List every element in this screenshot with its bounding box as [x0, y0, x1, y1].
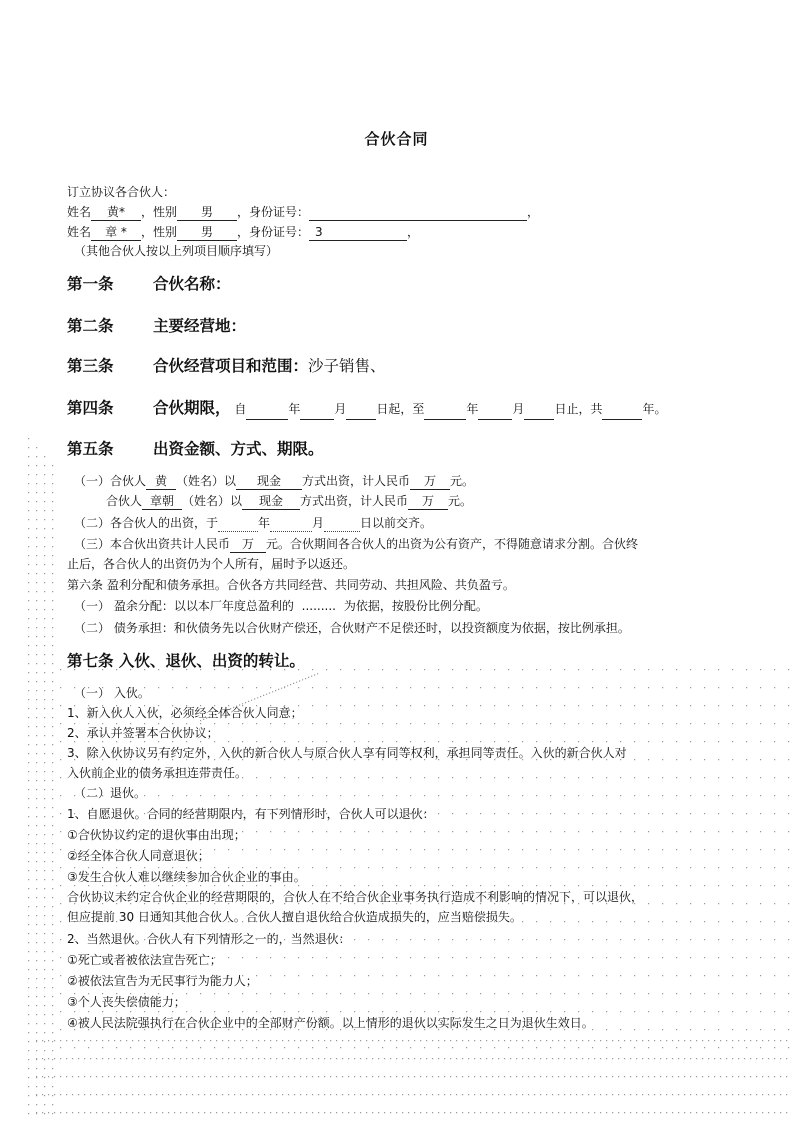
month-label: 月 [334, 402, 347, 416]
partner-name-field[interactable]: 黄* [91, 205, 141, 221]
amount-field[interactable]: 万 [408, 494, 448, 510]
article-3 [67, 355, 386, 377]
start-year-field[interactable] [246, 404, 288, 420]
contribution-item-1b [106, 492, 472, 510]
partner-gender-field[interactable]: 男 [177, 225, 237, 241]
month-label: 月 [512, 402, 525, 416]
end-day-field[interactable] [524, 404, 554, 420]
debt-bearing: （二） 债务承担：和伙债务先以合伙财产偿还，合伙财产不足偿还时，以投资额度为依据，按比例承担。 [74, 621, 630, 635]
article7-line: （一） 入伙。 [74, 686, 150, 700]
unit-label: 元。 [448, 494, 473, 508]
profit-ratio-field[interactable]: ......... [294, 599, 344, 615]
item-prefix: （一） 盈余分配：以以本厂年度总盈利的 [74, 599, 294, 613]
article7-line: 入伙前企业的债务承担连带责任。 [67, 766, 248, 780]
article-title: 合伙名称： [153, 274, 231, 293]
item-suffix: 日以前交齐。 [360, 516, 433, 530]
article-number: 第二条 [67, 316, 114, 335]
article-1 [67, 273, 231, 295]
article7-line: 合伙协议未约定合伙企业的经营期限的，合伙人在不给合伙企业事务执行造成不利影响的情况下，可以退伙， [67, 890, 644, 904]
amount-field[interactable]: 万 [410, 474, 450, 490]
article-title: 合伙经营项目和范围： [153, 356, 309, 375]
item-prefix: （三）本合伙出资共计人民币 [74, 537, 231, 551]
id-label: ，身份证号： [237, 205, 310, 219]
article7-line: ④被人民法院强执行在合伙企业中的全部财产份额。以上情形的退伙以实际发生之日为退伙生效日。 [67, 1016, 594, 1030]
article-value: 沙子销售、 [308, 357, 386, 375]
item-prefix: （二）各合伙人的出资，于 [74, 516, 219, 530]
article-number: 第三条 [67, 356, 114, 375]
article7-line: 1、自愿退伙。合同的经营期限内，有下列情形时，合伙人可以退伙： [67, 807, 435, 821]
contribution-item-3 [74, 535, 638, 553]
article-5 [67, 438, 324, 460]
item-prefix: 合伙人 [106, 494, 143, 508]
partner-name-field[interactable]: 章 * [91, 225, 141, 241]
partner-id-field[interactable] [309, 205, 527, 221]
article-2 [67, 315, 246, 337]
method-suffix: 方式出资，计人民币 [302, 474, 411, 488]
partner-line-1 [67, 203, 539, 221]
total-years-field[interactable] [602, 404, 642, 420]
day-start-label: 日起，至 [376, 402, 425, 416]
total-amount-field[interactable]: 万 [230, 537, 266, 553]
gender-label: ，性别 [141, 225, 178, 239]
article7-line: 3、除入伙协议另有约定外，入伙的新合伙人与原合伙人享有同等权利，承担同等责任。入伙的新合伙人对 [67, 746, 627, 760]
line-end: ， [527, 205, 540, 219]
document-title: 合伙合同 [364, 130, 429, 148]
article7-line: ③个人丧失偿债能力； [67, 995, 186, 1009]
start-day-field[interactable] [346, 404, 376, 420]
years-unit-label: 年。 [642, 402, 667, 416]
article7-line: ①死亡或者被依法宣告死亡； [67, 953, 222, 967]
article7-line: ①合伙协议约定的退伙事由出现； [67, 828, 246, 842]
contributor-name-field[interactable]: 章朝 [142, 494, 182, 510]
deadline-day-field[interactable] [324, 516, 360, 532]
article-title: 出资金额、方式、期限。 [153, 439, 324, 458]
year-label: 年 [258, 516, 271, 530]
article-7: 第七条 入伙、退伙、出资的转让。 [67, 651, 305, 670]
article-number: 第一条 [67, 274, 114, 293]
article7-line: ③发生合伙人难以继续参加合伙企业的事由。 [67, 870, 306, 884]
deadline-year-field[interactable] [218, 516, 258, 532]
contributor-name-field[interactable]: 黄 [146, 474, 176, 490]
deadline-month-field[interactable] [270, 516, 312, 532]
preamble-intro: 订立协议各合伙人： [67, 185, 176, 199]
partner-line-2 [67, 223, 419, 241]
article7-line: 2、承认并签署本合伙协议； [67, 726, 219, 740]
article7-line: ②被依法宣告为无民事行为能力人； [67, 974, 258, 988]
day-end-label: 日止，共 [554, 402, 603, 416]
contribution-item-1 [74, 472, 474, 490]
name-label: 姓名 [67, 225, 92, 239]
item-suffix: 为依据，按股份比例分配。 [343, 599, 488, 613]
start-month-field[interactable] [300, 404, 334, 420]
name-label: 姓名 [67, 205, 92, 219]
end-year-field[interactable] [424, 404, 466, 420]
contribution-item-2 [74, 514, 432, 532]
partner-gender-field[interactable]: 男 [177, 205, 237, 221]
year-label: 年 [288, 402, 301, 416]
article-number: 第四条 [67, 398, 114, 417]
article7-line: （二）退伙。 [74, 786, 147, 800]
id-label: ，身份证号： [237, 225, 310, 239]
method-suffix: 方式出资，计人民币 [300, 494, 409, 508]
item-suffix: 元。合伙期间各合伙人的出资为公有资产，不得随意请求分割。合伙终 [266, 537, 639, 551]
article7-line: 2、当然退伙。合伙人有下列情形之一的，当然退伙： [67, 932, 351, 946]
gender-label: ，性别 [141, 205, 178, 219]
month-label: 月 [312, 516, 325, 530]
article-4 [67, 397, 666, 420]
partner-id-field[interactable]: 3 [309, 225, 407, 241]
method-field[interactable]: 现金 [236, 474, 302, 490]
article7-line: ②经全体合伙人同意退伙； [67, 849, 210, 863]
method-field[interactable]: 现金 [242, 494, 300, 510]
name-note: （姓名）以 [176, 474, 237, 488]
preamble-note: （其他合伙人按以上列项目顺序填写） [74, 244, 279, 258]
article-title: 合伙期限， [153, 398, 231, 417]
year-label: 年 [466, 402, 479, 416]
name-note: （姓名）以 [182, 494, 243, 508]
profit-distribution [74, 597, 488, 615]
article7-line: 1、新入伙人入伙，必须经全体合伙人同意； [67, 706, 303, 720]
item-prefix: （一）合伙人 [74, 474, 147, 488]
article-number: 第五条 [67, 439, 114, 458]
article-6: 第六条 盈利分配和债务承担。合伙各方共同经营、共同劳动、共担风险、共负盈亏。 [67, 578, 515, 592]
unit-label: 元。 [450, 474, 475, 488]
line-end: ， [407, 225, 420, 239]
end-month-field[interactable] [478, 404, 512, 420]
article7-line: 但应提前 30 日通知其他合伙人。合伙人擅自退伙给合伙造成损失的，应当赔偿损失。 [67, 910, 522, 924]
contribution-item-3-cont: 止后，各合伙人的出资仍为个人所有，届时予以返还。 [67, 557, 356, 571]
from-label: 自 [234, 402, 247, 416]
article-title: 主要经营地： [153, 316, 247, 335]
